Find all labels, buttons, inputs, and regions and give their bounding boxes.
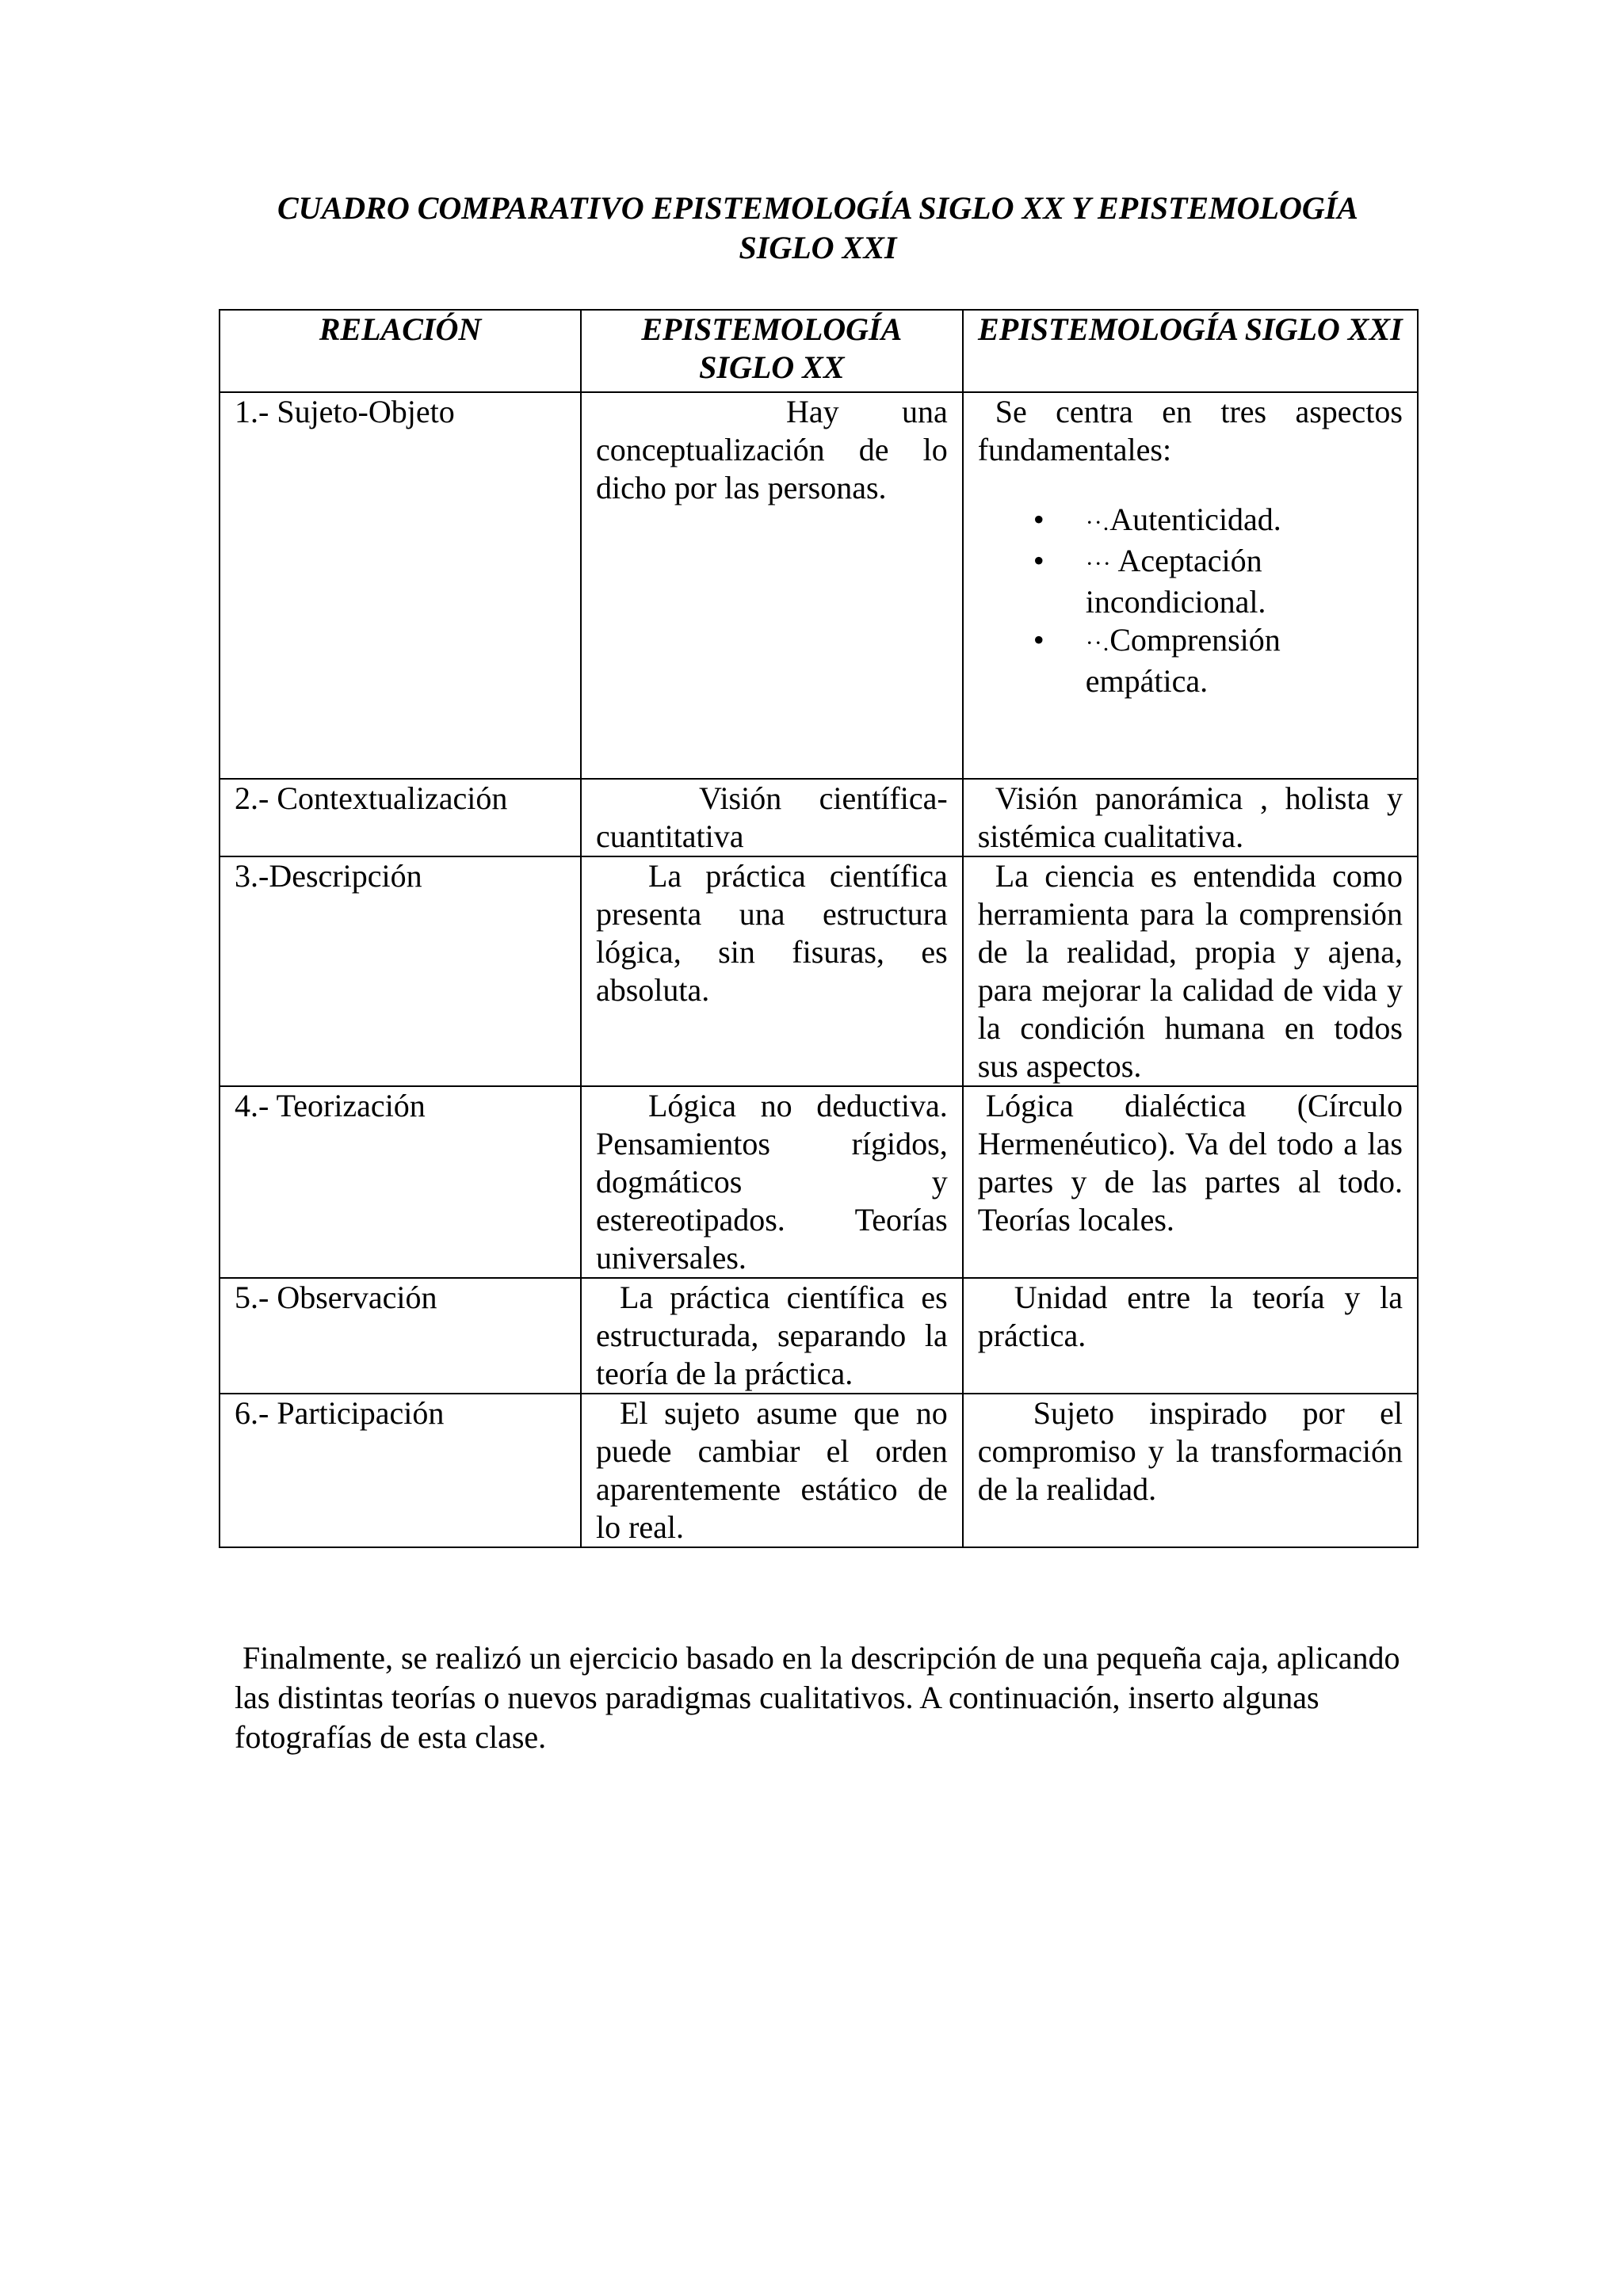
aspects-list [978, 501, 1403, 700]
list-item-text: Autenticidad. [1109, 502, 1281, 537]
table-header-row [220, 310, 1418, 392]
list-item-text: Aceptación incondicional. [1085, 543, 1266, 620]
ellipsis-mark-icon: ··. [1085, 630, 1110, 656]
bullet-icon: • [1033, 622, 1044, 658]
row-siglo-xx: Visión científica-cuantitativa [581, 779, 963, 856]
comparison-table [219, 309, 1419, 1548]
row-siglo-xxi [963, 392, 1418, 779]
row-siglo-xxi: Unidad entre la teoría y la práctica. [963, 1278, 1418, 1394]
document-title [219, 189, 1417, 268]
row-siglo-xxi: La ciencia es entendida como herramienta para la comprensión de la realidad, propia y ajena, para mejorar la calidad de vida y la condición humana en todos sus aspectos. [963, 856, 1418, 1086]
row-relacion: 4.- Teorización [220, 1086, 581, 1278]
title-line-1: CUADRO COMPARATIVO EPISTEMOLOGÍA SIGLO XX Y EPISTEMOLOGÍA [277, 190, 1358, 226]
list-item [978, 542, 1403, 621]
row-siglo-xxi: Visión panorámica , holista y sistémica cualitativa. [963, 779, 1418, 856]
row-siglo-xxi: Lógica dialéctica (Círculo Hermenéutico). Va del todo a las partes y de las partes al todo. Teorías locales. [963, 1086, 1418, 1278]
title-line-2: SIGLO XXI [739, 230, 897, 265]
list-item-text: Comprensión empática. [1085, 622, 1281, 699]
closing-paragraph-text: Finalmente, se realizó un ejercicio basado en la descripción de una pequeña caja, aplicando las distintas teorías o nuevos paradigmas cualitativos. A continuación, inserto algunas fotografías de esta clase. [235, 1640, 1400, 1755]
bullet-icon: • [1033, 543, 1044, 578]
closing-paragraph [235, 1638, 1415, 1757]
row-siglo-xxi-text: Se centra en tres aspectos fundamentales: [977, 394, 1403, 467]
row-siglo-xx-text: Hay una conceptualización de lo dicho por las personas. [595, 394, 948, 505]
ellipsis-mark-icon: ··· [1085, 551, 1112, 577]
ellipsis-mark-icon: ··. [1085, 509, 1110, 536]
table-row [220, 856, 1418, 1086]
bullet-icon: • [1033, 502, 1044, 537]
row-relacion: 3.-Descripción [220, 856, 581, 1086]
row-siglo-xx: La práctica científica es estructurada, separando la teoría de la práctica. [581, 1278, 963, 1394]
header-siglo-xx: EPISTEMOLOGÍA SIGLO XX [581, 310, 963, 392]
row-siglo-xx: Lógica no deductiva. Pensamientos rígidos, dogmáticos y estereotipados. Teorías universales. [581, 1086, 963, 1278]
header-siglo-xxi: EPISTEMOLOGÍA SIGLO XXI [963, 310, 1418, 392]
table-row [220, 392, 1418, 779]
table-row [220, 1086, 1418, 1278]
table-row [220, 779, 1418, 856]
row-siglo-xx [581, 392, 963, 779]
row-relacion: 5.- Observación [220, 1278, 581, 1394]
row-relacion: 1.- Sujeto-Objeto [220, 392, 581, 779]
header-relacion: RELACIÓN [220, 310, 581, 392]
row-siglo-xx: El sujeto asume que no puede cambiar el orden aparentemente estático de lo real. [581, 1394, 963, 1547]
list-item [978, 621, 1403, 700]
row-relacion: 2.- Contextualización [220, 779, 581, 856]
row-relacion: 6.- Participación [220, 1394, 581, 1547]
table-row [220, 1278, 1418, 1394]
row-siglo-xx: La práctica científica presenta una estructura lógica, sin fisuras, es absoluta. [581, 856, 963, 1086]
list-item [978, 501, 1403, 542]
table-row [220, 1394, 1418, 1547]
row-siglo-xxi: Sujeto inspirado por el compromiso y la transformación de la realidad. [963, 1394, 1418, 1547]
